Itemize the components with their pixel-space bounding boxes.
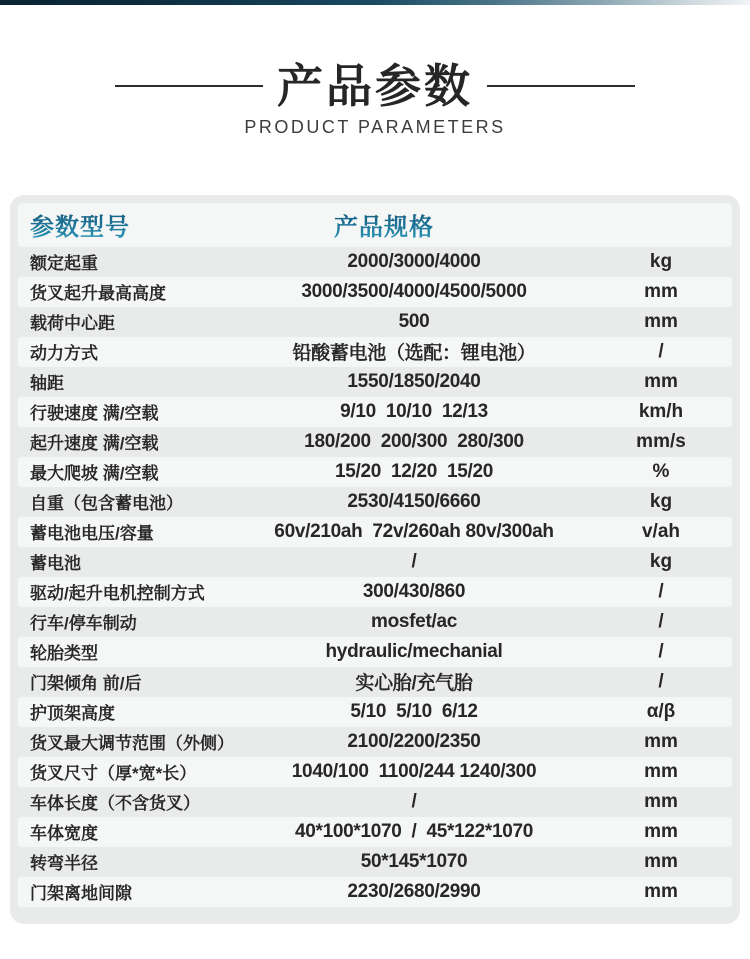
- param-unit: mm: [644, 280, 678, 302]
- param-value: hydraulic/mechanial: [325, 640, 503, 662]
- table-header-row: [18, 203, 732, 247]
- param-value: 40*100*1070 / 45*122*1070: [294, 820, 534, 842]
- param-unit: %: [652, 460, 670, 482]
- param-value: 3000/3500/4000/4500/5000: [301, 280, 527, 302]
- param-label: 动力方式: [30, 344, 98, 364]
- param-label: 货叉最大调节范围（外侧）: [30, 734, 234, 754]
- param-label: 护顶架高度: [30, 704, 115, 724]
- param-label: 货叉起升最高高度: [30, 284, 166, 304]
- param-label: 额定起重: [30, 254, 98, 274]
- column-header-param: 参数型号: [18, 207, 238, 242]
- param-value: 60v/210ah 72v/260ah 80v/300ah: [274, 520, 554, 542]
- table-row: [18, 877, 732, 907]
- param-unit: v/ah: [641, 520, 681, 542]
- table-row: [18, 577, 732, 607]
- param-value: mosfet/ac: [370, 610, 457, 632]
- param-value: 铅酸蓄电池（选配：锂电池）: [292, 343, 536, 365]
- table-row: [18, 847, 732, 877]
- param-unit: /: [658, 670, 664, 692]
- table-row: [18, 607, 732, 637]
- param-label: 转弯半径: [30, 854, 98, 874]
- param-value: 9/10 10/10 12/13: [340, 400, 488, 422]
- table-row: [18, 337, 732, 367]
- param-value: 50*145*1070: [360, 850, 468, 872]
- param-value: 2100/2200/2350: [347, 730, 481, 752]
- param-value: 实心胎/充气胎: [355, 673, 473, 695]
- param-unit: mm: [644, 850, 678, 872]
- param-unit: mm: [644, 790, 678, 812]
- column-header-spec: 产品规格: [208, 207, 560, 242]
- param-value: 180/200 200/300 280/300: [304, 430, 524, 452]
- param-label: 车体宽度: [30, 824, 98, 844]
- param-label: 蓄电池: [30, 554, 81, 574]
- title-section: [0, 5, 750, 138]
- table-row: [18, 817, 732, 847]
- param-unit: mm: [644, 310, 678, 332]
- param-unit: /: [658, 640, 664, 662]
- table-row: [18, 757, 732, 787]
- table-row: [18, 637, 732, 667]
- param-label: 自重（包含蓄电池）: [30, 494, 183, 514]
- table-row: [18, 277, 732, 307]
- table-row: [18, 307, 732, 337]
- table-row: [18, 247, 732, 277]
- table-row: [18, 487, 732, 517]
- param-value: 2530/4150/6660: [347, 490, 481, 512]
- param-unit: /: [658, 580, 664, 602]
- param-value: 2000/3000/4000: [347, 250, 481, 272]
- param-unit: kg: [649, 250, 673, 272]
- param-label: 蓄电池电压/容量: [30, 524, 154, 544]
- param-unit: mm/s: [636, 430, 686, 452]
- table-row: [18, 367, 732, 397]
- param-label: 车体长度（不含货叉）: [30, 794, 200, 814]
- param-unit: km/h: [638, 400, 684, 422]
- table-row: [18, 457, 732, 487]
- table-body: [18, 247, 732, 907]
- page-subtitle: PRODUCT PARAMETERS: [244, 116, 506, 137]
- table-row: [18, 547, 732, 577]
- table-row: [18, 397, 732, 427]
- param-label: 门架倾角 前/后: [30, 674, 142, 694]
- param-value: 1040/100 1100/244 1240/300: [291, 760, 537, 782]
- product-spec-card: [10, 195, 740, 924]
- param-value: 300/430/860: [362, 580, 466, 602]
- param-label: 起升速度 满/空载: [30, 434, 159, 454]
- table-row: [18, 787, 732, 817]
- param-unit: /: [658, 340, 664, 362]
- param-label: 行车/停车制动: [30, 614, 137, 634]
- param-label: 门架离地间隙: [30, 884, 132, 904]
- param-unit: mm: [644, 760, 678, 782]
- title-left-line: [115, 85, 263, 87]
- param-label: 载荷中心距: [30, 314, 115, 334]
- param-label: 驱动/起升电机控制方式: [30, 584, 205, 604]
- param-label: 货叉尺寸（厚*宽*长）: [30, 764, 197, 784]
- param-unit: mm: [644, 730, 678, 752]
- table-row: [18, 697, 732, 727]
- param-value: 500: [398, 310, 430, 332]
- param-unit: mm: [644, 820, 678, 842]
- page-title: 产品参数: [277, 60, 473, 112]
- table-row: [18, 727, 732, 757]
- param-unit: kg: [649, 550, 673, 572]
- param-unit: kg: [649, 490, 673, 512]
- param-value: 2230/2680/2990: [347, 880, 481, 902]
- param-label: 轮胎类型: [30, 644, 98, 664]
- param-unit: mm: [644, 880, 678, 902]
- param-value: 15/20 12/20 15/20: [334, 460, 494, 482]
- param-value: /: [411, 790, 417, 812]
- param-value: 1550/1850/2040: [347, 370, 481, 392]
- param-unit: α/β: [646, 700, 676, 722]
- title-right-line: [487, 85, 635, 87]
- param-label: 轴距: [30, 374, 64, 394]
- param-unit: /: [658, 610, 664, 632]
- table-row: [18, 667, 732, 697]
- param-unit: mm: [644, 370, 678, 392]
- param-label: 行驶速度 满/空载: [30, 404, 159, 424]
- param-value: /: [411, 550, 417, 572]
- table-row: [18, 517, 732, 547]
- param-value: 5/10 5/10 6/12: [350, 700, 478, 722]
- table-row: [18, 427, 732, 457]
- param-label: 最大爬坡 满/空载: [30, 464, 159, 484]
